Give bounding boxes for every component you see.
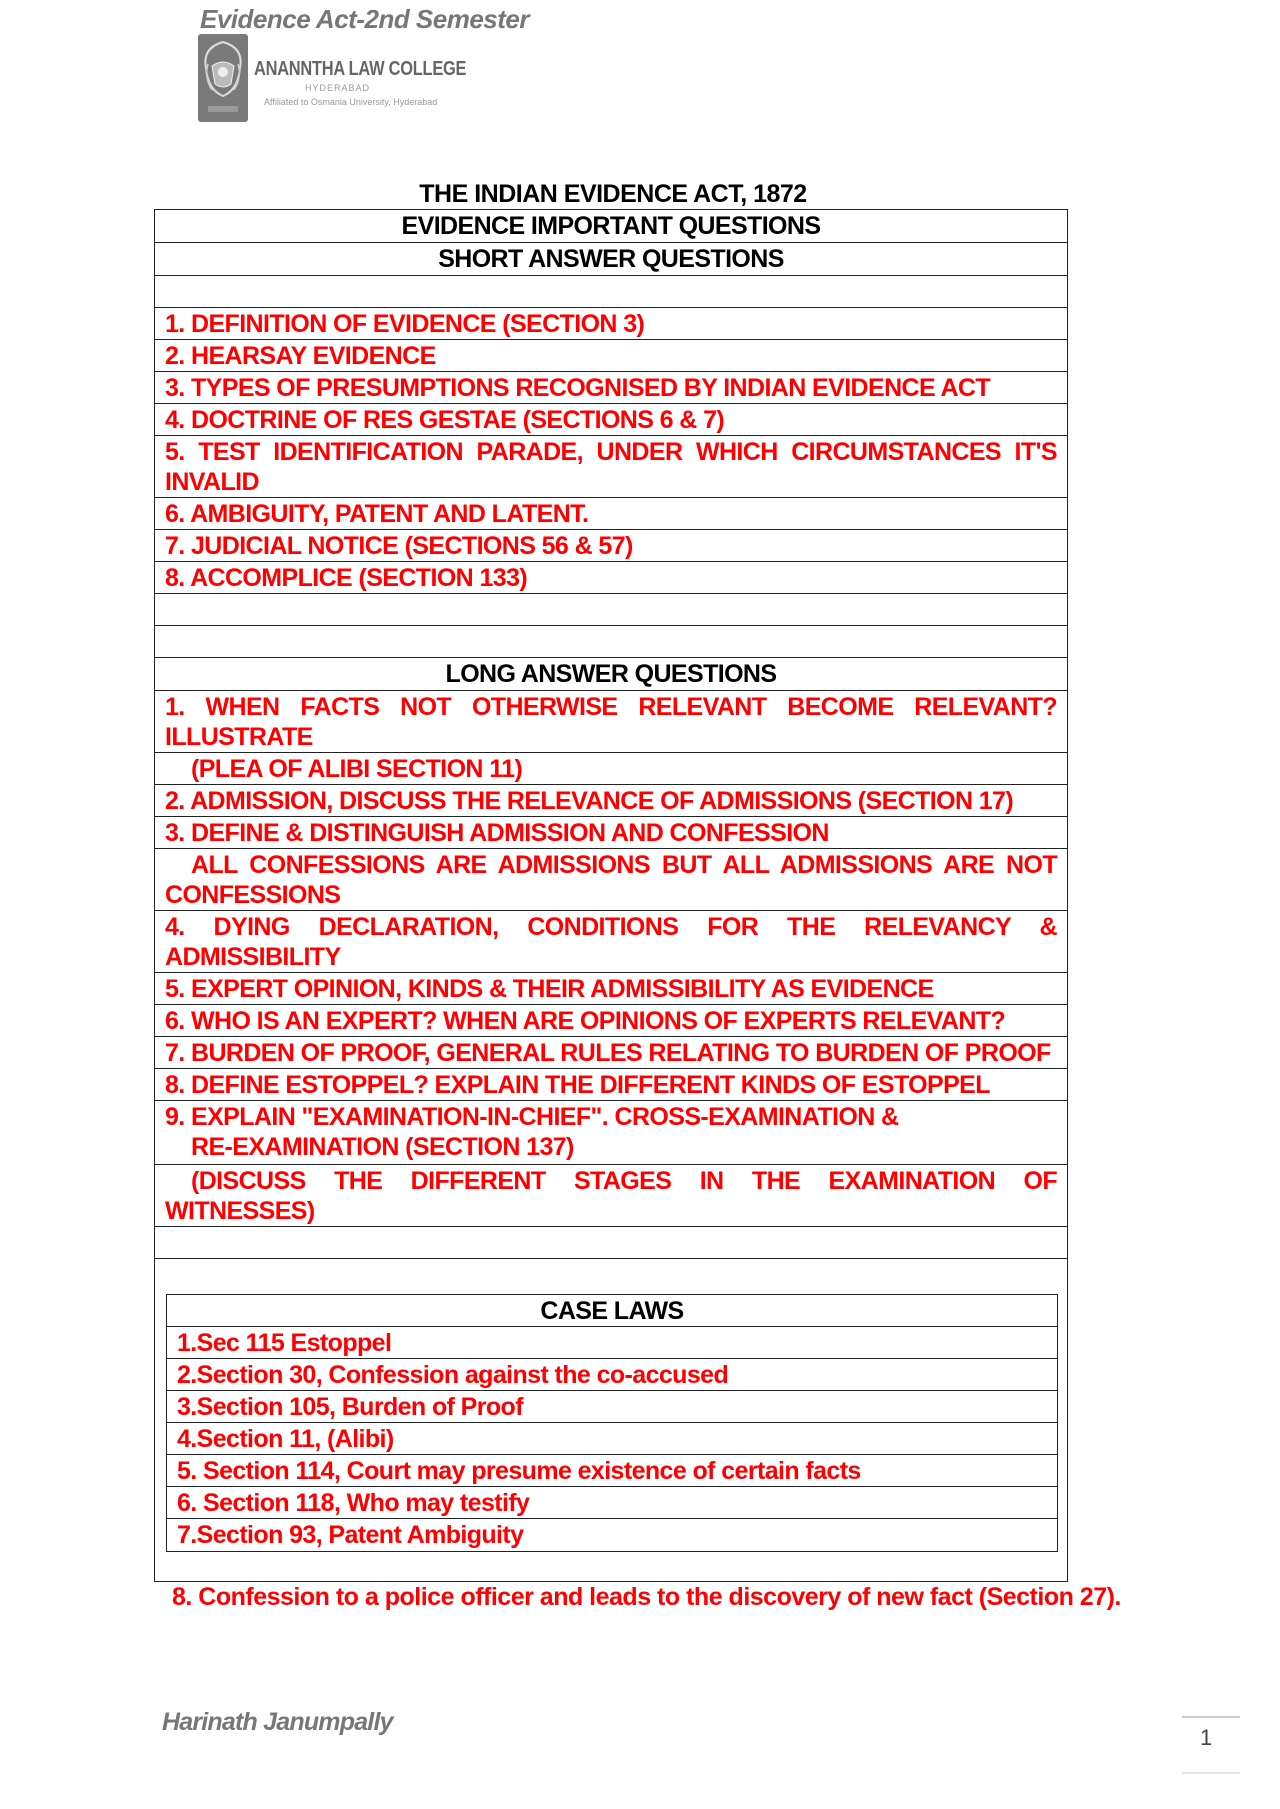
table-subtitle: EVIDENCE IMPORTANT QUESTIONS: [155, 210, 1067, 243]
long-question-item: (PLEA OF ALIBI SECTION 11): [155, 753, 1067, 785]
author-footer: Harinath Janumpally: [162, 1708, 393, 1736]
long-question-item: 8. DEFINE ESTOPPEL? EXPLAIN THE DIFFERENT KINDS OF ESTOPPEL: [155, 1069, 1067, 1101]
long-question-item: 3. DEFINE & DISTINGUISH ADMISSION AND CONFESSION: [155, 817, 1067, 849]
case-laws-heading: CASE LAWS: [167, 1295, 1057, 1327]
case-law-item: 5. Section 114, Court may presume existence of certain facts: [167, 1455, 1057, 1487]
case-law-item: 1.Sec 115 Estoppel: [167, 1327, 1057, 1359]
page-number: 1: [1200, 1725, 1213, 1750]
case-law-item: 4.Section 11, (Alibi): [167, 1423, 1057, 1455]
page-divider: [1182, 1772, 1240, 1774]
long-question-line: RE-EXAMINATION (SECTION 137): [191, 1133, 574, 1161]
case-laws-table: [166, 1294, 1058, 1552]
long-question-item: 1. WHEN FACTS NOT OTHERWISE RELEVANT BECOME RELEVANT? ILLUSTRATE: [155, 691, 1067, 753]
case-law-item: 3.Section 105, Burden of Proof: [167, 1391, 1057, 1423]
short-question-item: 5. TEST IDENTIFICATION PARADE, UNDER WHICH CIRCUMSTANCES IT'S INVALID: [155, 436, 1067, 498]
extra-case-law: 8. Confession to a police officer and leads to the discovery of new fact (Section 27).: [172, 1583, 1121, 1611]
case-law-item: 2.Section 30, Confession against the co-accused: [167, 1359, 1057, 1391]
long-question-item: 6. WHO IS AN EXPERT? WHEN ARE OPINIONS OF EXPERTS RELEVANT?: [155, 1005, 1067, 1037]
long-question-item: ALL CONFESSIONS ARE ADMISSIONS BUT ALL ADMISSIONS ARE NOT CONFESSIONS: [155, 849, 1067, 911]
long-question-item: 5. EXPERT OPINION, KINDS & THEIR ADMISSIBILITY AS EVIDENCE: [155, 973, 1067, 1005]
short-question-item: 4. DOCTRINE OF RES GESTAE (SECTIONS 6 & 7): [155, 404, 1067, 436]
long-answer-heading: LONG ANSWER QUESTIONS: [155, 658, 1067, 691]
short-question-item: 8. ACCOMPLICE (SECTION 133): [155, 562, 1067, 594]
blank-row: [155, 276, 1067, 308]
short-answer-heading: SHORT ANSWER QUESTIONS: [155, 243, 1067, 276]
short-question-item: 7. JUDICIAL NOTICE (SECTIONS 56 & 57): [155, 530, 1067, 562]
blank-row: [155, 594, 1067, 626]
blank-row: [155, 1227, 1067, 1259]
course-header: Evidence Act-2nd Semester: [200, 4, 530, 34]
case-law-item: 7.Section 93, Patent Ambiguity: [177, 1521, 524, 1549]
long-question-line: 9. EXPLAIN "EXAMINATION-IN-CHIEF". CROSS-EXAMINATION &: [165, 1103, 899, 1131]
short-question-item: 2. HEARSAY EVIDENCE: [155, 340, 1067, 372]
page-divider: [1182, 1716, 1240, 1718]
long-question-item: [155, 1101, 1067, 1165]
long-question-item: 4. DYING DECLARATION, CONDITIONS FOR THE RELEVANCY & ADMISSIBILITY: [155, 911, 1067, 973]
case-law-item: 6. Section 118, Who may testify: [167, 1487, 1057, 1519]
blank-row: [155, 626, 1067, 658]
long-question-item: 7. BURDEN OF PROOF, GENERAL RULES RELATING TO BURDEN OF PROOF: [155, 1037, 1067, 1069]
document-title: THE INDIAN EVIDENCE ACT, 1872: [419, 180, 807, 208]
short-question-item: 1. DEFINITION OF EVIDENCE (SECTION 3): [155, 308, 1067, 340]
college-city: HYDERABAD: [305, 83, 371, 93]
college-name: ANANNTHA LAW COLLEGE: [254, 58, 467, 80]
college-logo-icon: [198, 34, 248, 122]
short-question-item: 6. AMBIGUITY, PATENT AND LATENT.: [155, 498, 1067, 530]
short-question-item: 3. TYPES OF PRESUMPTIONS RECOGNISED BY INDIAN EVIDENCE ACT: [155, 372, 1067, 404]
long-question-item: (DISCUSS THE DIFFERENT STAGES IN THE EXAMINATION OF WITNESSES): [155, 1165, 1067, 1227]
college-affiliation: Affiliated to Osmania University, Hyderabad: [264, 97, 438, 107]
long-question-item: 2. ADMISSION, DISCUSS THE RELEVANCE OF ADMISSIONS (SECTION 17): [155, 785, 1067, 817]
